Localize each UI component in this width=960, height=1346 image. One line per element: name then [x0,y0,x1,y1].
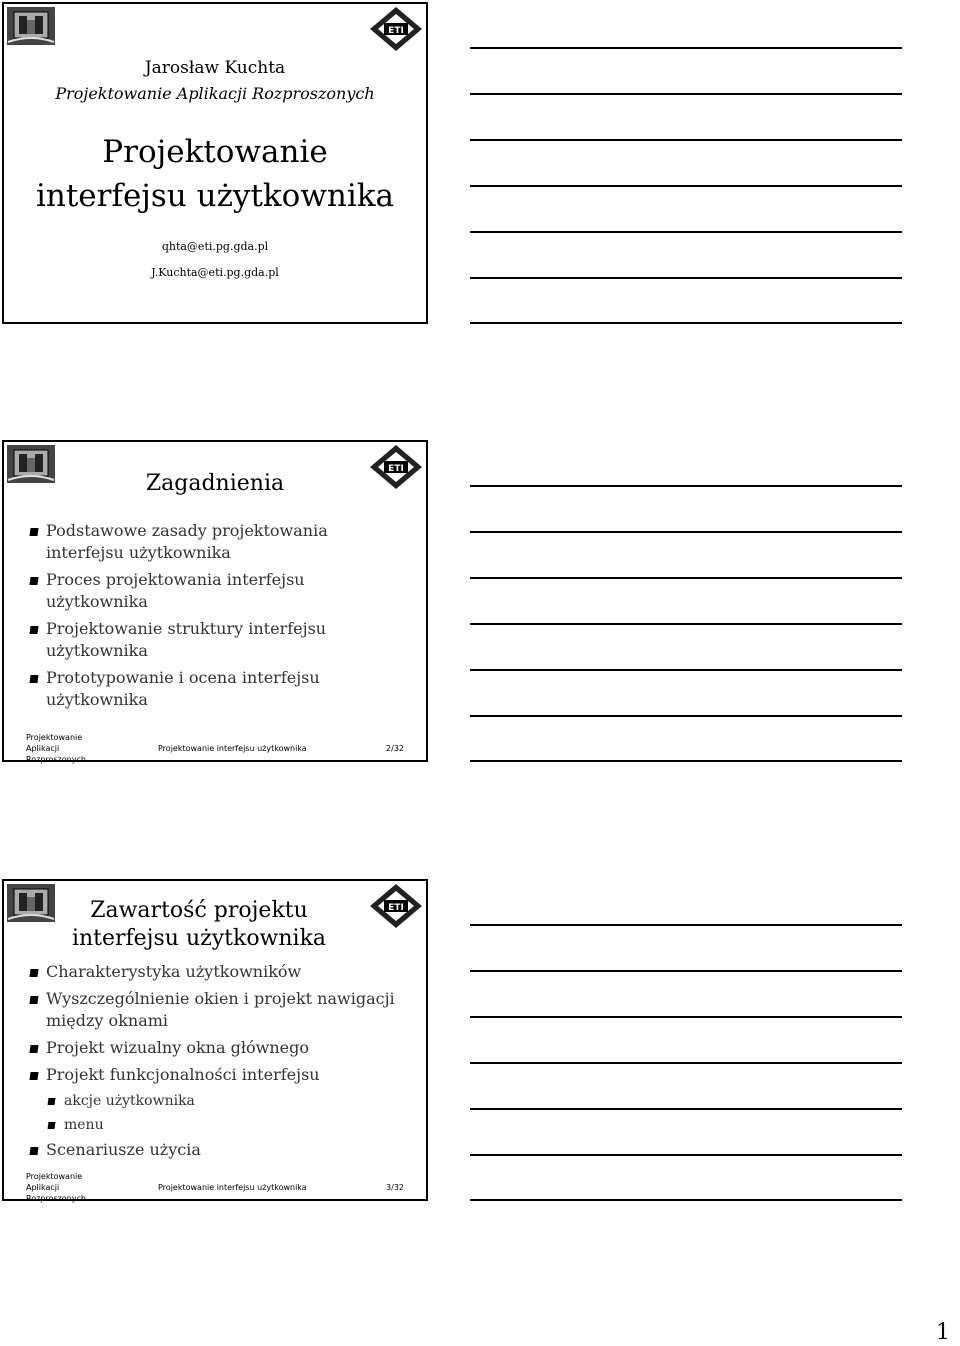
note-line [470,139,902,141]
footer-page-counter: 3/32 [386,1183,404,1192]
footer-page-counter: 2/32 [386,744,404,753]
bullet-item: Scenariusze użycia [30,1139,406,1161]
svg-text:ETI: ETI [388,903,404,913]
bullet-item: Podstawowe zasady projektowania interfejsu użytkownika [30,520,406,564]
bullet-item: Prototypowanie i ocena interfejsu użytkownika [30,667,406,711]
note-line [470,93,902,95]
lecture-title [4,130,426,218]
note-line [470,531,902,533]
eti-logo-icon [368,6,424,52]
lecture-title-line-2: interfejsu użytkownika [35,178,395,214]
footer-topic: Projektowanie interfejsu użytkownika [158,1183,307,1192]
lecture-title-line-1: Projektowanie [102,134,328,170]
bullet-item: Projektowanie struktury interfejsu użytkownika [30,618,406,662]
sub-bullet-item: akcje użytkownika [48,1091,406,1111]
course-name: Projektowanie Aplikacji Rozproszonych [55,84,375,103]
note-line [470,1154,902,1156]
page-number: 1 [936,1320,950,1345]
slide-2 [2,440,428,762]
university-crest-icon [6,6,56,46]
slide-1 [2,2,428,324]
note-line [470,1199,902,1201]
email-address-alt[interactable]: J.Kuchta@eti.pg.gda.pl [151,266,279,279]
bullet-item: Charakterystyka użytkowników [30,961,406,983]
svg-text:ETI: ETI [388,464,404,474]
note-line [470,47,902,49]
note-line [470,924,902,926]
note-line [470,623,902,625]
bullet-item: Projekt funkcjonalności interfejsu [30,1064,406,1086]
author-name: Jarosław Kuchta [144,58,286,78]
note-line [470,185,902,187]
note-line [470,760,902,762]
footer-course: Projektowanie Aplikacji Rozproszonych [26,1172,86,1203]
note-line [470,577,902,579]
note-line [470,715,902,717]
slide-title: Zawartość projektu interfejsu użytkownika [71,898,327,951]
note-line [470,1016,902,1018]
note-line [470,485,902,487]
email-address[interactable]: qhta@eti.pg.gda.pl [161,240,269,253]
slide-title: Zagadnienia [145,471,285,496]
note-line [470,1062,902,1064]
slide-footer [26,1171,404,1203]
note-line [470,669,902,671]
sub-bullet-item: menu [48,1115,406,1135]
bullet-item: Wyszczególnienie okien i projekt nawigacji między oknami [30,988,406,1032]
bullet-item: Projekt wizualny okna głównego [30,1037,406,1059]
bullet-item: Proces projektowania interfejsu użytkownika [30,569,406,613]
bullet-list [30,961,406,1166]
eti-logo-icon [368,883,424,929]
slide-3 [2,879,428,1201]
footer-topic: Projektowanie interfejsu użytkownika [158,744,307,753]
note-line [470,1108,902,1110]
bullet-list [30,520,406,716]
footer-course: Projektowanie Aplikacji Rozproszonych [26,733,86,764]
note-line [470,322,902,324]
note-line [470,231,902,233]
note-line [470,277,902,279]
svg-text:ETI: ETI [388,26,404,36]
slide-footer [26,732,404,764]
note-line [470,970,902,972]
